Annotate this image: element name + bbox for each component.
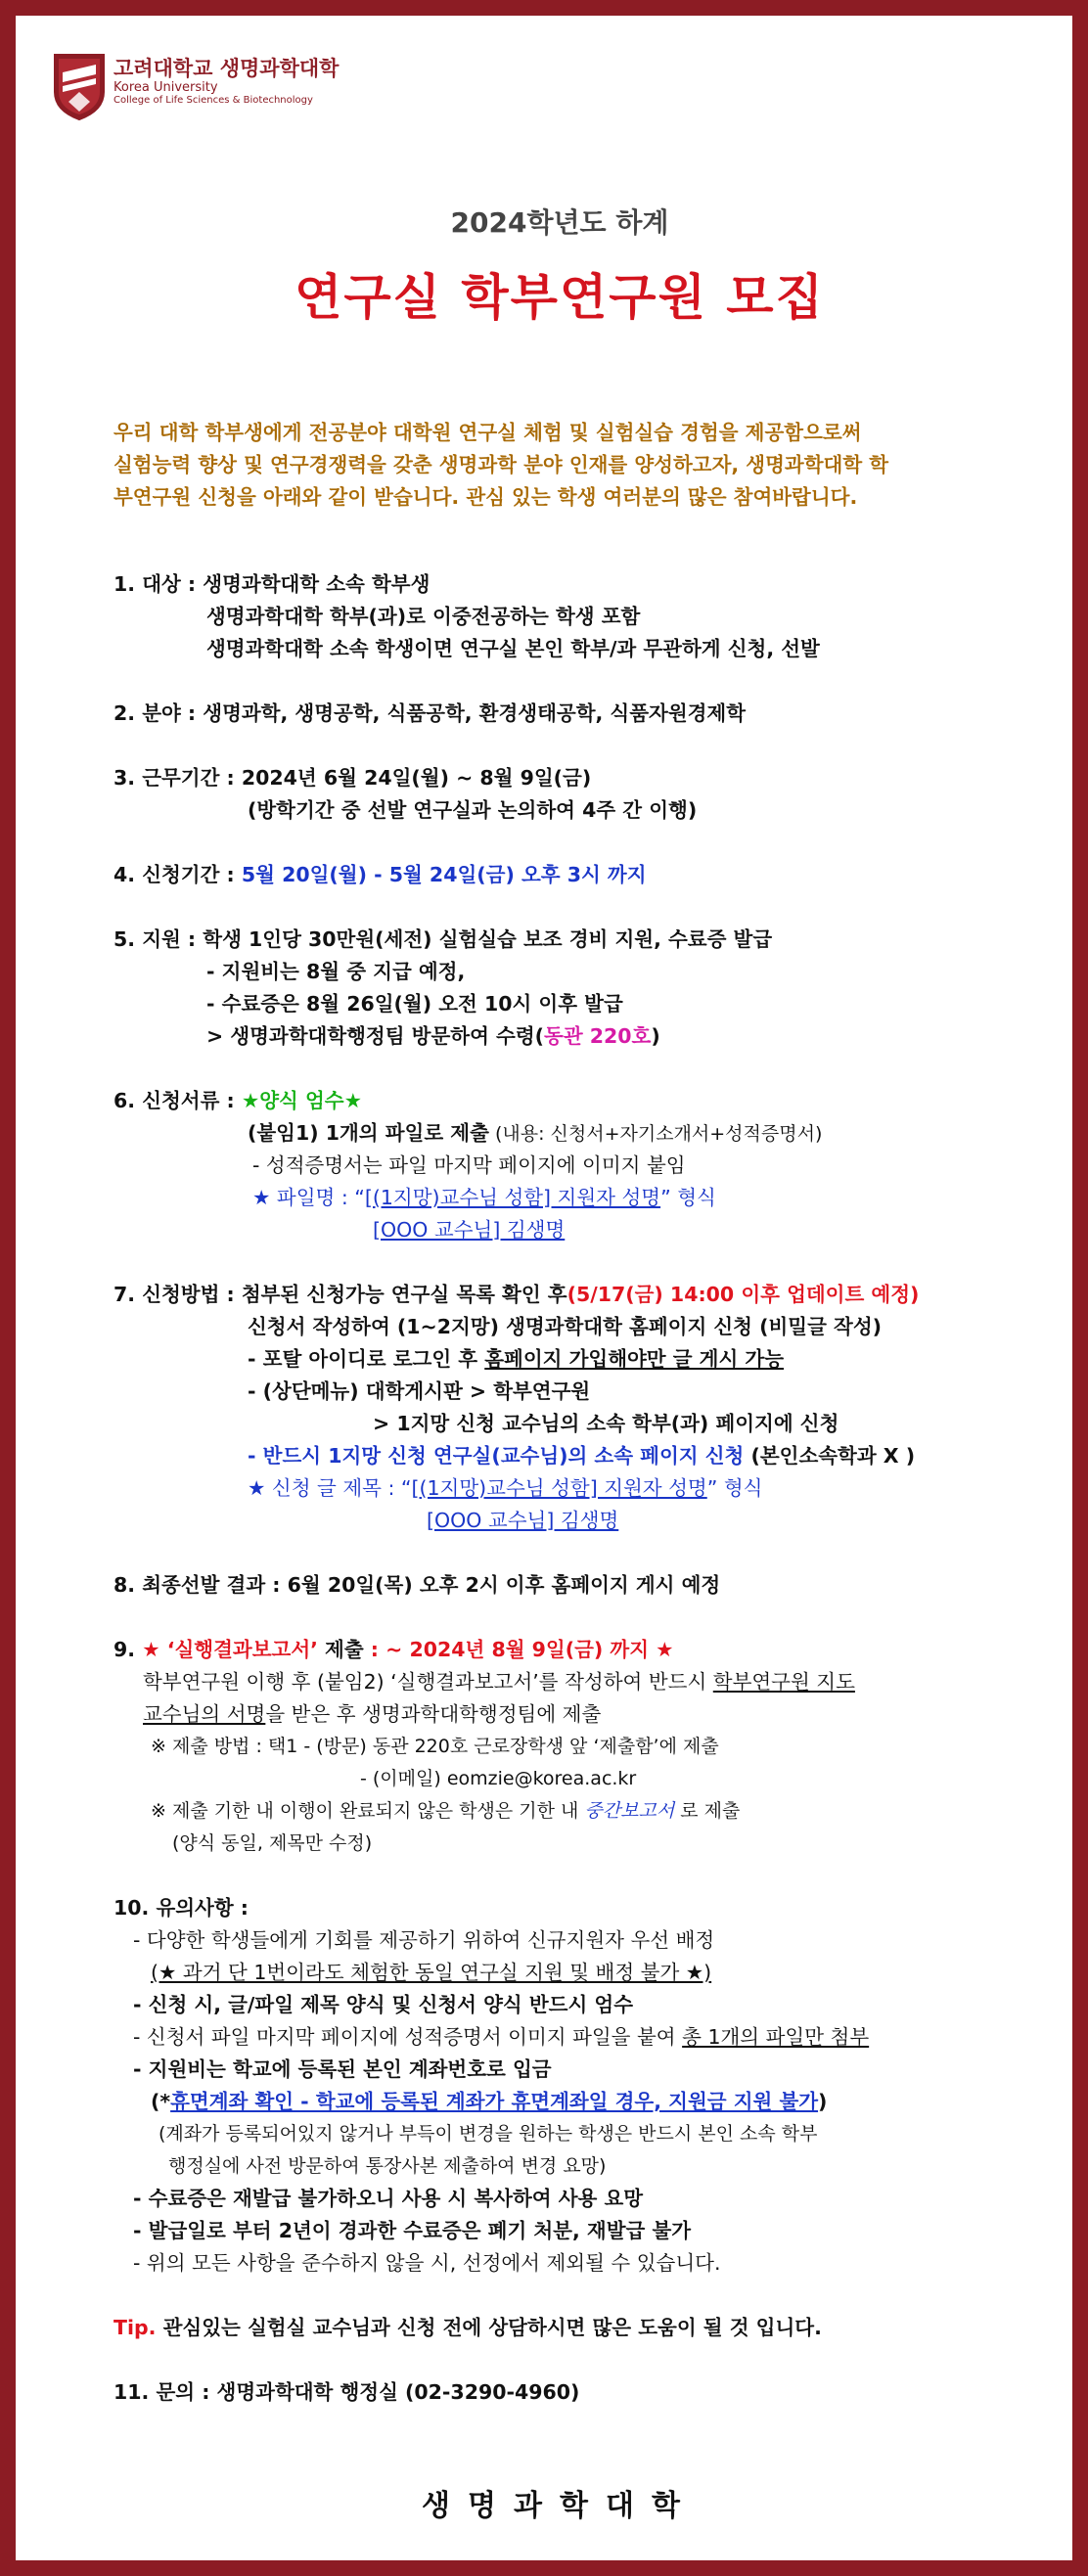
section-fields: 2. 분야 : 생명과학, 생명공학, 식품공학, 환경생태공학, 식품자원경제학 bbox=[113, 701, 747, 725]
method-line: - (상단메뉴) 대학게시판 > 학부연구원 bbox=[248, 1379, 591, 1403]
report-line bbox=[113, 1666, 1014, 1698]
method-text: - 포탈 아이디로 로그인 후 bbox=[248, 1347, 485, 1371]
report-emphasis: 학부연구원 지도 bbox=[712, 1670, 855, 1694]
dormant-account-warning: 휴면계좌 확인 - 학교에 등록된 계좌가 휴면계좌일 경우, 지원금 지원 불가 bbox=[170, 2090, 819, 2113]
notice-title: 연구실 학부연구원 모집 bbox=[295, 269, 825, 326]
method-text: 7. 신청방법 : 첨부된 신청가능 연구실 목록 확인 후 bbox=[113, 1283, 567, 1306]
intro-line: 부연구원 신청을 아래와 같이 받습니다. 관심 있는 학생 여러분의 많은 참여바랍니다. bbox=[113, 485, 858, 509]
eligibility-line: 생명과학대학 소속 학생이면 연구실 본인 학부/과 무관하게 신청, 선발 bbox=[206, 637, 820, 660]
method-emphasis: - 반드시 1지망 신청 연구실(교수님)의 소속 페이지 신청 bbox=[248, 1444, 745, 1468]
report-deadline: : ~ 2024년 8월 9일(금) 까지 ★ bbox=[363, 1638, 674, 1661]
footer-college-name: 생명과학대학 bbox=[422, 2489, 698, 2523]
note-line: - 위의 모든 사항을 준수하지 않을 시, 선정에서 제외될 수 있습니다. bbox=[133, 2251, 721, 2275]
intro-paragraph bbox=[113, 417, 1014, 514]
section-eligibility bbox=[113, 568, 1014, 601]
note-text: ) bbox=[818, 2090, 828, 2113]
method-text: (본인소속학과 X ) bbox=[744, 1444, 916, 1468]
post-title-example: [OOO 교수님] 김생명 bbox=[427, 1509, 619, 1532]
section-report bbox=[113, 1634, 1014, 1666]
post-title-text: ” 형식 bbox=[706, 1476, 763, 1500]
method-line bbox=[113, 1343, 1014, 1376]
eligibility-line: 생명과학대학 소속 학부생 bbox=[203, 572, 431, 596]
shield-emblem-icon bbox=[53, 53, 106, 121]
section-label: 6. 신청서류 : bbox=[113, 1089, 242, 1112]
note-text: (* bbox=[151, 2090, 171, 2113]
post-title-text: ★ 신청 글 제목 : “ bbox=[248, 1476, 412, 1500]
note-line bbox=[113, 2086, 1014, 2118]
office-location: 동관 220호 bbox=[544, 1024, 652, 1048]
note-text: - 신청서 파일 마지막 페이지에 성적증명서 이미지 파일을 붙여 bbox=[133, 2025, 683, 2049]
note-line: - 지원비는 학교에 등록된 본인 계좌번호로 입금 bbox=[133, 2057, 552, 2081]
section-notes: 10. 유의사항 : bbox=[113, 1896, 249, 1920]
logo-english-college: College of Life Sciences & Biotechnology bbox=[113, 95, 313, 106]
report-emphasis: 교수님의 서명 bbox=[143, 1702, 266, 1726]
documents-line bbox=[113, 1117, 1014, 1150]
section-final-result: 8. 최종선발 결과 : 6월 20일(목) 오후 2시 이후 홈페이지 게시 예정 bbox=[113, 1573, 721, 1597]
section-label: 1. 대상 : bbox=[113, 572, 204, 596]
section-work-period: 3. 근무기간 : 2024년 6월 24일(월) ~ 8월 9일(금) bbox=[113, 766, 592, 790]
post-title-format-line bbox=[113, 1472, 1014, 1505]
note-line: (계좌가 등록되어있지 않거나 부득이 변경을 원하는 학생은 반드시 본인 소속 학부 bbox=[159, 2123, 818, 2145]
report-line bbox=[113, 1795, 1014, 1828]
university-logo bbox=[53, 53, 339, 121]
note-line: - 다양한 학생들에게 기회를 제공하기 위하여 신규지원자 우선 배정 bbox=[133, 1928, 715, 1952]
report-email: - (이메일) eomzie@korea.ac.kr bbox=[360, 1768, 637, 1789]
notice-body bbox=[113, 568, 1014, 2409]
documents-note: (내용: 신청서+자기소개서+성적증명서) bbox=[488, 1123, 823, 1145]
report-line bbox=[113, 1698, 1014, 1731]
intro-line: 실험능력 향상 및 연구경쟁력을 갖춘 생명과학 분야 인재를 양성하고자, 생명과학대학 학 bbox=[113, 453, 889, 476]
filename-format: [(1지망)교수님 성함] 지원자 성명 bbox=[364, 1186, 661, 1209]
work-period-note: (방학기간 중 선발 연구실과 논의하여 4주 간 이행) bbox=[248, 798, 698, 822]
support-line: - 지원비는 8월 중 지급 예정, bbox=[206, 960, 466, 983]
section-documents bbox=[113, 1085, 1014, 1117]
note-line: - 발급일로 부터 2년이 경과한 수료증은 폐기 처분, 재발급 불가 bbox=[133, 2219, 692, 2242]
section-support: 5. 지원 : 학생 1인당 30만원(세전) 실험실습 보조 경비 지원, 수료증 발급 bbox=[113, 927, 773, 951]
method-line: 신청서 작성하여 (1~2지망) 생명과학대학 홈페이지 신청 (비밀글 작성) bbox=[248, 1315, 883, 1338]
support-text: > 생명과학대학행정팀 방문하여 수령( bbox=[206, 1024, 545, 1048]
interim-report: 중간보고서 bbox=[584, 1800, 675, 1822]
note-line: - 신청 시, 글/파일 제목 양식 및 신청서 양식 반드시 엄수 bbox=[133, 1993, 634, 2016]
filename-example: [OOO 교수님] 김생명 bbox=[373, 1218, 566, 1242]
report-submission-method: ※ 제출 방법 : 택1 - (방문) 동관 220호 근로장학생 앞 ‘제출함’에 제출 bbox=[151, 1736, 719, 1757]
filename-text: ★ 파일명 : “ bbox=[252, 1186, 365, 1209]
intro-line: 우리 대학 학부생에게 전공분야 대학원 연구실 체험 및 실험실습 경험을 제공함으로써 bbox=[113, 421, 862, 444]
notice-year: 2024학년도 하계 bbox=[450, 206, 669, 239]
update-notice: (5/17(금) 14:00 이후 업데이트 예정) bbox=[567, 1283, 920, 1306]
section-application-period bbox=[113, 859, 1014, 891]
filename-text: ” 형식 bbox=[660, 1186, 716, 1209]
format-required-badge: ★양식 엄수★ bbox=[241, 1089, 362, 1112]
report-text: 학부연구원 이행 후 (붙임2) ‘실행결과보고서’를 작성하여 반드시 bbox=[143, 1670, 713, 1694]
report-text: ※ 제출 기한 내 이행이 완료되지 않은 학생은 기한 내 bbox=[151, 1800, 585, 1822]
support-text: ) bbox=[651, 1024, 660, 1048]
note-emphasis: 총 1개의 파일만 첨부 bbox=[682, 2025, 870, 2049]
tip-label: Tip. bbox=[113, 2316, 157, 2339]
note-line: - 수료증은 재발급 불가하오니 사용 시 복사하여 사용 요망 bbox=[133, 2187, 644, 2210]
tip-line bbox=[113, 2312, 1014, 2344]
section-label: 9. bbox=[113, 1638, 143, 1661]
post-title-format: [(1지망)교수님 성함] 지원자 성명 bbox=[411, 1476, 707, 1500]
report-text: 제출 bbox=[317, 1638, 364, 1661]
filename-format-line bbox=[113, 1182, 1014, 1214]
documents-line: - 성적증명서는 파일 마지막 페이지에 이미지 붙임 bbox=[252, 1153, 686, 1177]
note-line bbox=[113, 2021, 1014, 2054]
logo-english-name: Korea University bbox=[113, 80, 218, 95]
report-line: (양식 동일, 제목만 수정) bbox=[172, 1832, 373, 1854]
note-line: 행정실에 사전 방문하여 통장사본 제출하여 변경 요망) bbox=[168, 2155, 607, 2177]
tip-text: 관심있는 실험실 교수님과 신청 전에 상담하시면 많은 도움이 될 것 입니다. bbox=[156, 2316, 822, 2339]
support-line bbox=[113, 1020, 1014, 1053]
support-line: - 수료증은 8월 26일(월) 오전 10시 이후 발급 bbox=[206, 992, 623, 1016]
report-text: 로 제출 bbox=[674, 1800, 741, 1822]
note-line: (★ 과거 단 1번이라도 체험한 동일 연구실 지원 및 배정 불가 ★) bbox=[151, 1961, 712, 1984]
documents-text: (붙임1) 1개의 파일로 제출 bbox=[248, 1121, 489, 1145]
method-line: > 1지망 신청 교수님의 소속 학부(과) 페이지에 신청 bbox=[373, 1412, 839, 1435]
logo-korean-name: 고려대학교 생명과학대학 bbox=[113, 57, 340, 80]
signup-required-text: 홈페이지 가입해야만 글 게시 가능 bbox=[484, 1347, 785, 1371]
application-period-value: 5월 20일(월) - 5월 24일(금) 오후 3시 까지 bbox=[241, 863, 647, 886]
section-contact: 11. 문의 : 생명과학대학 행정실 (02-3290-4960) bbox=[113, 2380, 580, 2404]
report-title: ★ ‘실행결과보고서’ bbox=[142, 1638, 318, 1661]
eligibility-line: 생명과학대학 학부(과)로 이중전공하는 학생 포함 bbox=[206, 605, 641, 628]
section-label: 4. 신청기간 : bbox=[113, 863, 242, 886]
method-line bbox=[113, 1440, 1014, 1472]
report-text: 을 받은 후 생명과학대학행정팀에 제출 bbox=[265, 1702, 602, 1726]
section-application-method bbox=[113, 1279, 1014, 1311]
